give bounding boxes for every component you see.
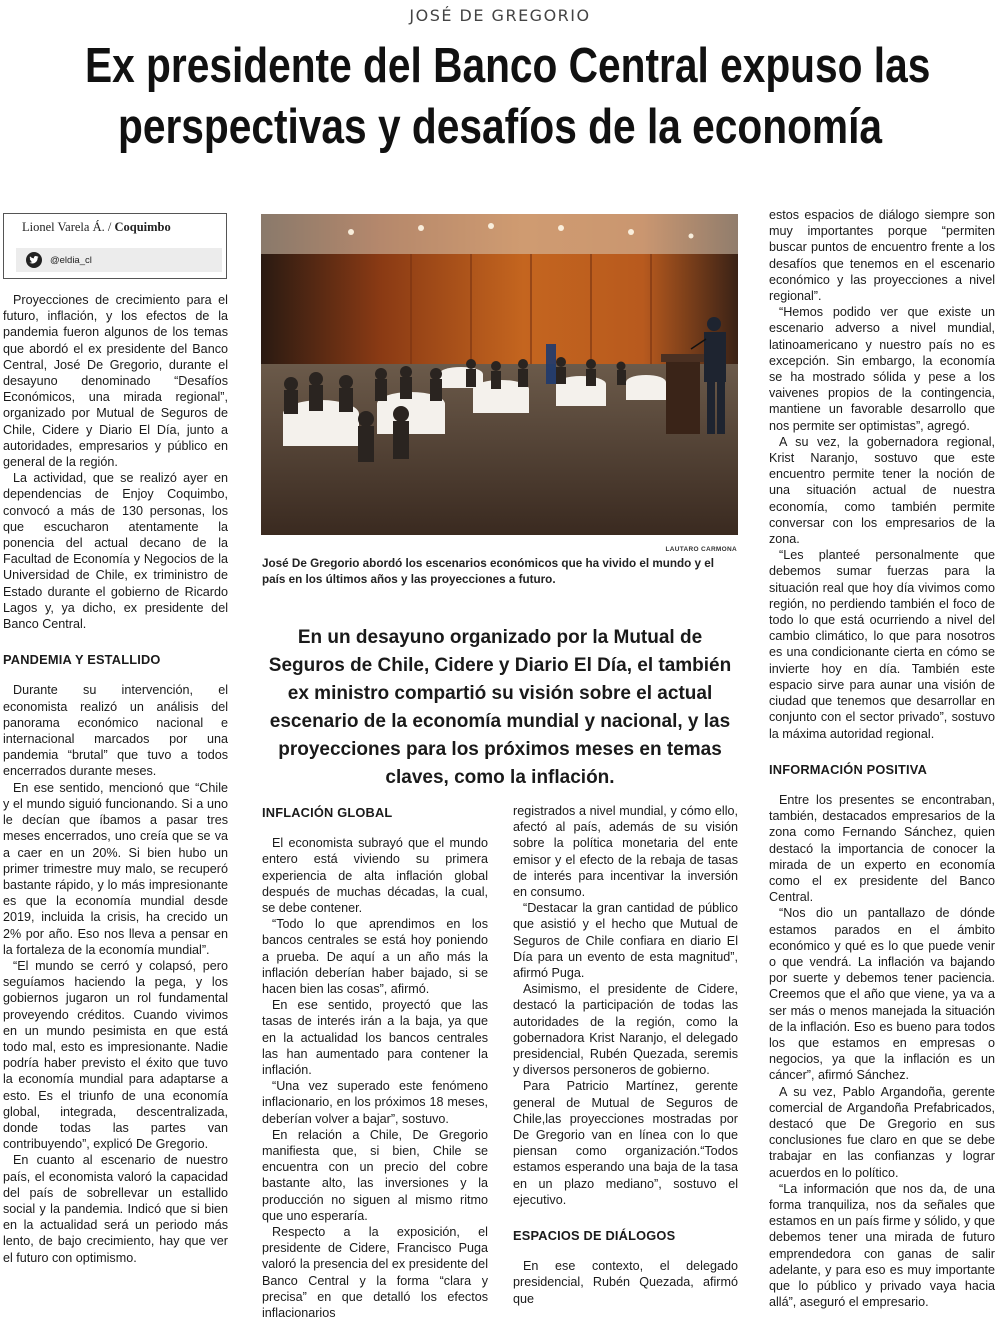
byline-separator: / <box>104 220 115 234</box>
photo-caption: José De Gregorio abordó los escenarios económicos que ha vivido el mundo y el país en los últimos años y las proyecciones a futuro. <box>262 557 715 586</box>
paragraph: La actividad, que se realizó ayer en dependencias de Enjoy Coquimbo, convocó a más de 130 personas, los que escucharon atentamente la ponencia del actual decano de la Facultad de Economía y Negocios de la Universidad de Chile, ex triministro de Estado durante el gobierno de Ricardo Lagos y, ya dicho, ex presidente del Banco Central. <box>3 471 228 632</box>
paragraph: En ese sentido, proyectó que las tasas de interés irán a la baja, ya que en la actualidad los bancos centrales las han aumentado para contener la inflación. <box>262 998 488 1078</box>
paragraph: “Destacar la gran cantidad de público que asistió y el hecho que Mutual de Seguros de Chile confiara en diario El Día para un evento de esta magnitud”, afirmó Puga. <box>513 901 738 981</box>
byline-social <box>16 248 222 272</box>
column-1 <box>3 292 228 1301</box>
paragraph: Respecto a la exposición, el presidente de Cidere, Francisco Puga valoró la presencia del ex presidente del Banco Central y la forma “clara y precisa” en que detalló los efectos inflacionarios <box>262 1225 488 1321</box>
paragraph: Entre los presentes se encontraban, también, destacados empresarios de la zona como Fernando Sánchez, quien destacó la importancia de conocer la mirada de un experto en economía como el ex presidente del Banco Central. <box>769 792 995 905</box>
byline-location: Coquimbo <box>114 220 171 234</box>
paragraph: “Una vez superado este fenómeno inflacionario, en los próximos 18 meses, deberían volver a bajar”, sostuvo. <box>262 1079 488 1126</box>
twitter-handle[interactable]: @eldia_cl <box>50 254 92 266</box>
headline <box>85 36 931 158</box>
paragraph: “La información que nos da, de una forma tranquiliza, nos da señales que estamos en un país firme y sólido, y que debemos tener una mirada de futuro emprendedora con ganas de salir adelante, y para eso es muy importante que lo público y privado vaya hacia allá”, aseguró el empresario. <box>769 1181 995 1310</box>
paragraph: registrados a nivel mundial, y cómo ello, afectó al país, además de su visión sobre la política monetaria del ente emisor y el efecto de la rebaja de tasas de interés para incentivar la inversión en consumo. <box>513 804 738 900</box>
byline-box <box>3 213 227 279</box>
subheading-informacion: INFORMACIÓN POSITIVA <box>769 761 928 777</box>
headline-line-2: perspectivas y desafíos de la economía <box>117 100 883 154</box>
paragraph: El economista subrayó que el mundo entero está viviendo su primera experiencia de alta inflación global después de muchas décadas, la cual, se debe contener. <box>262 836 488 916</box>
column-2 <box>262 803 488 1321</box>
paragraph: “El mundo se cerró y colapsó, pero seguíamos haciendo la pega, y los gobiernos jugaron un rol fundamental proveyendo créditos. Cuando vivimos en un mundo pesimista en que está todo mal, esto es impresionante. Nadie podría haber previsto el éxito que tuvo la economía mundial para adaptarse a esto. Es el triunfo de una economía global, integrada, descentralizada, donde todas las partes van contribuyendo”, explicó De Gregorio. <box>3 958 228 1152</box>
paragraph: “Nos dio un pantallazo de dónde estamos parados en el ámbito económico y qué es lo que puede venir o que vendrá. La inflación va bajando por suerte y debemos tener paciencia. Creemos que el año que viene, ya va a ser más o menos manejada la situación de la inflación. Eso es bueno para todos los que estamos en empresas o negocios, ya que la inflación es un cáncer”, afirmó Sánchez. <box>769 906 995 1083</box>
byline <box>22 220 171 235</box>
subheading-espacios: ESPACIOS DE DIÁLOGOS <box>513 1228 676 1244</box>
pullquote: En un desayuno organizado por la Mutual de Seguros de Chile, Cidere y Diario El Día, el también ex ministro compartió su visión sobre el actual escenario de la economía mundial y nacional, y las proyecciones para los próximos meses en temas claves, como la inflación. <box>268 627 732 788</box>
column-3 <box>513 803 738 1306</box>
paragraph: Asimismo, el presidente de Cidere, destacó la participación de todas las autoridades de la región, como la gobernadora Krist Naranjo, el delegado presidencial, Rubén Quezada, seremis y diversos personeros de gobierno. <box>513 982 738 1078</box>
paragraph: “Hemos podido ver que existe un escenario adverso a nivel mundial, latinoamericano y nuestro país no es excepción. Sin embargo, la economía se ha mostrado sólida y pese a los vaivenes propios de la contingencia, mantiene un favorable desarrollo que nos permite ser optimistas”, agregó. <box>769 305 995 433</box>
paragraph: estos espacios de diálogo siempre son muy importantes porque “permiten buscar puntos de encuentro frente a los desafíos que tenemos en el escenario económico y las proyecciones a nivel regional”. <box>769 208 995 304</box>
paragraph: A su vez, la gobernadora regional, Krist Naranjo, sostuvo que este encuentro permite tener la noción de una situación actual de nuestra economía, como también permite conversar con los empresarios de la zona. <box>769 434 995 547</box>
paragraph: Durante su intervención, el economista realizó un análisis del panorama económico nacional e internacional marcados por una pandemia “brutal” que tuvo a todos encerrados durante meses. <box>3 683 228 779</box>
paragraph: “Todo lo que aprendimos en los bancos centrales se está hoy poniendo a prueba. De aquí a un año más la inflación deberían haber bajado, si se hacen bien las cosas”, afirmó. <box>262 917 488 997</box>
byline-author: Lionel Varela Á. <box>22 220 105 234</box>
paragraph: Para Patricio Martínez, gerente general de Mutual de Seguros de Chile,las proyecciones mostradas por De Gregorio van en línea con lo que piensan como organización.“Todos estamos esperando una baja de la tasa en un plazo mediano”, sostuvo el ejecutivo. <box>513 1079 738 1207</box>
paragraph: En cuanto al escenario de nuestro país, el economista valoró la capacidad del país de sobrellevar un estallido social y la pandemia. Indicó que si bien en la actualidad será un periodo más lento, de bajo crecimiento, hay que ver el futuro con optimismo. <box>3 1153 228 1265</box>
paragraph: En ese contexto, el delegado presidencial, Rubén Quezada, afirmó que <box>513 1259 738 1306</box>
paragraph: Proyecciones de crecimiento para el futuro, inflación, y los efectos de la pandemia fueron algunos de los temas que abordó el ex presidente del Banco Central, José De Gregorio, durante el desayuno denominado “Desafíos Económicos, una mirada regional”, organizado por Mutual de Seguros de Chile, Cidere y Diario El Día, junto a autoridades, empresarios y público en general de la región. <box>3 293 228 470</box>
paragraph: A su vez, Pablo Argandoña, gerente comercial de Argandoña Prefabricados, destacó que De Gregorio en sus conclusiones fue claro en que se debe trabajar en las confianzas y lograr acuerdos en lo político. <box>769 1084 995 1180</box>
headline-line-1: Ex presidente del Banco Central expuso las <box>85 39 931 93</box>
paragraph: En relación a Chile, De Gregorio manifiesta que, si bien, Chile se encuentra con un precio del cobre bastante alto, las inversiones y la producción no siguen al mismo ritmo que uno esperaría. <box>262 1127 488 1223</box>
event-photo <box>261 214 738 535</box>
paragraph: En ese sentido, mencionó que “Chile y el mundo siguió funcionando. Si a uno le decían que íbamos a pasar tres meses encerrados, uno creía que se va a caer en un 20%. Si bien hubo un primer trimestre muy malo, se recuperó bastante rápido, y lo más impresionante es que la economía mundial desde 2019, incluida la crisis, ha crecido un 2% por año. Eso nos lleva a pensar en la fortaleza de la economía mundial”. <box>3 780 228 957</box>
twitter-icon[interactable] <box>26 252 42 268</box>
paragraph: “Les planteé personalmente que debemos sumar fuerzas para la situación real que hoy día vivimos como región, no perdiendo también el foco de todo lo que está ocurriendo a nivel del cambio climático, lo que para nosotros es una condicionante cierta en cómo se invierte hoy en día. También este espacio sirve para aunar una visión de ciudad que tenemos que desarrollar en conjunto con el sector privado”, sostuvo la máxima autoridad regional. <box>769 548 995 741</box>
subheading-pandemia: PANDEMIA Y ESTALLIDO <box>3 652 161 668</box>
column-4 <box>769 207 995 1310</box>
photo-credit: LAUTARO CARMONA <box>665 546 737 553</box>
subheading-inflacion: INFLACIÓN GLOBAL <box>262 805 393 820</box>
section-kicker: JOSÉ DE GREGORIO <box>409 6 591 25</box>
